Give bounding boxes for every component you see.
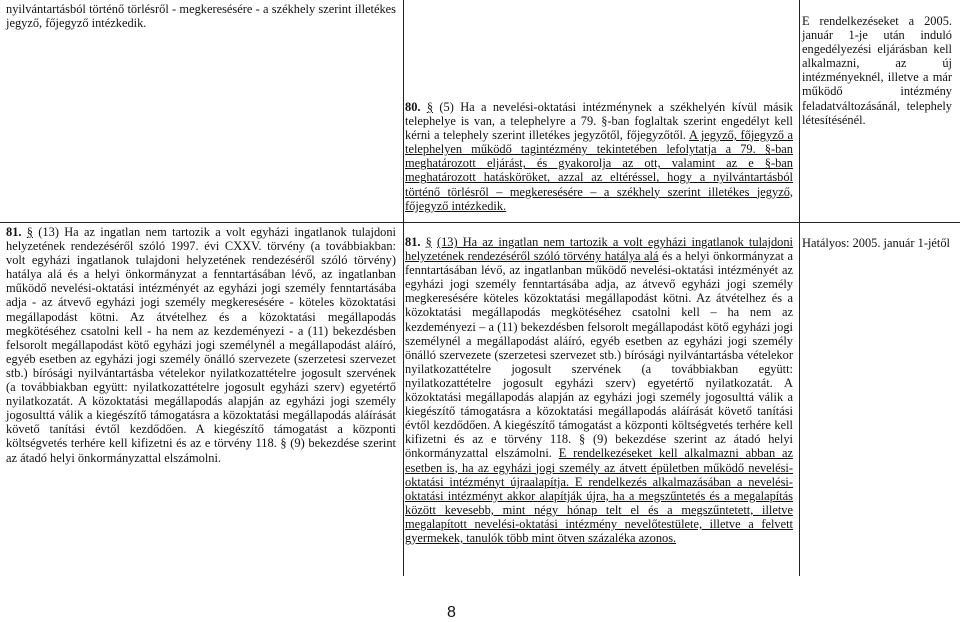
page-number: 8 [447, 604, 456, 621]
table-divider-left [403, 0, 404, 576]
table-divider-right [799, 0, 800, 576]
left-section-81 [6, 225, 396, 465]
middle-section-80 [405, 100, 793, 213]
section-sign-link[interactable]: § [26, 225, 33, 239]
section-number: 81. [405, 235, 421, 249]
left-top-cell [6, 2, 396, 30]
right-note-80 [802, 14, 952, 127]
section-number: 81. [6, 225, 22, 239]
left-section-81-paragraph [6, 225, 396, 465]
middle-section-81 [405, 235, 793, 545]
section-number: 80. [405, 100, 421, 114]
middle-section-81-text: és a helyi önkormányzat a fenntartásában lévő, az ingatlanban működő nevelési-oktatási intézményét az egyházi jogi személy fenntartásába adja, az átvevő egyházi jogi személy megkeresésére köteles közoktatási megállapodást kötni. Az átvételhez és a közoktatási megállapodás megkötéséhez csatolni kell – ha nem az kezdeményezi – a (11) bekezdésben felsorolt megállapodást kötő egyházi jogi személynél a megállapodást aláíró, egyéb esetben az egyházi jogi személy önálló szervezete (szerzetesi szervezet stb.) bírósági nyilvántartásba vételekor nyilatkozattételre jogosult szervének (a továbbiakban együtt: nyilatkozattételre jogosult egyházi szerv) egyetértő nyilatkozatát. A közoktatási megállapodás alapján az egyházi jogi személy jogosulttá válik a kiegészítő támogatásra a közoktatási megállapodás aláírását követő tanítási évtől kezdődően. A kiegészítő támogatást a központi költségvetés terhére kell kifizetni és az e törvény 118. § (9) bekezdése szerint az átadó helyi önkormányzattal elszámolni. [405, 249, 793, 461]
right-note-80-text: E rendelkezéseket a 2005. január 1-je után induló engedélyezési eljárásban kell alkalmazni, az új intézményeknél, illetve a már működő intézmény feladatváltozásánál, telephely létesítésénél. [802, 14, 952, 127]
right-note-81 [802, 236, 952, 250]
middle-section-80-paragraph [405, 100, 793, 213]
middle-section-81-amended-text: (13) Ha az ingatlan nem tartozik a volt egyházi ingatlanok tulajdoni helyzetének rendezéséről szóló törvény hatálya alá [405, 235, 793, 264]
right-note-81-text: Hatályos: 2005. január 1-jétől [802, 236, 950, 250]
section-sign-link[interactable]: § [426, 100, 434, 114]
middle-section-81-paragraph [405, 235, 793, 545]
middle-section-80-amended-text: A jegyző, főjegyző a telephelyen működő tagintézmény tekintetében lefolytatja a 79. §-ban meghatározott eljárást, és gyakorolja az ott, valamint az e §-ban meghatározott hatásköröket, azzal az eltéréssel, hogy a nyilvántartásból történő törlésről – megkeresésére – a székhely szerint illetékes jegyző, főjegyző intézkedik. [405, 128, 793, 213]
left-section-81-text: (13) Ha az ingatlan nem tartozik a volt egyházi ingatlanok tulajdoni helyzetének rendezéséről szóló 1997. évi CXXV. törvény (a továbbiakban: volt egyházi ingatlanok tulajdoni helyzetének rendezéséről szóló törvény) hatálya alá és a helyi önkormányzat a fenntartásában lévő, az ingatlanban működő nevelési-oktatási intézményét az egyházi jogi személy fenntartásába adja - az átvevő egyházi jogi személy megkeresésére - köteles közoktatási megállapodást kötni. Az átvételhez és a közoktatási megállapodás megkötéséhez csatolni kell - ha nem az kezdeményezi - a (11) bekezdésben felsorolt megállapodást kötő egyházi jogi személynél a megállapodást aláíró, egyéb esetben az egyházi jogi személy önálló szervezete (szerzetesi szervezet stb.) bírósági nyilvántartásba vételekor nyilatkozattételre jogosult szervének (a továbbiakban együtt: nyilatkozattételre jogosult egyházi szerv) egyetértő nyilatkozatát. A közoktatási megállapodás alapján az egyházi jogi személy jogosulttá válik a kiegészítő támogatásra a közoktatási megállapodás aláírását követő tanítási évtől kezdődően. A kiegészítő támogatást a központi költségvetés terhére kell kifizetni és az e törvény 118. § (9) bekezdése szerint az átadó helyi önkormányzattal elszámolni. [6, 225, 396, 465]
section-sign-link[interactable]: § [425, 235, 432, 249]
left-top-text: nyilvántartásból történő törlésről - megkeresésére - a székhely szerint illetékes jegyző, főjegyző intézkedik. [6, 2, 396, 31]
middle-section-80-text: (5) Ha a nevelési-oktatási intézménynek a székhelyén kívül másik telephelye is van, a telephelyre a 79. §-ban foglaltak szerint engedélyt kell kérni a telephely szerint illetékes jegyzőtől, főjegyzőtől. [405, 100, 793, 143]
middle-section-81-new-text: E rendelkezéseket kell alkalmazni abban az esetben is, ha az egyházi jogi személy az átvett épületben működő nevelési-oktatási intézményt újraalapítja. E rendelkezés alkalmazásában a nevelési-oktatási intézményt akkor alapítják újra, ha a megszűntetés és a megalapítás között kevesebb, mint négy hónap telt el és a megszűntetett, illetve megalapított nevelési-oktatási intézmény nevelőtestülete, illetve a felvett gyermekek, tanulók több mint ötven százaléka azonos. [405, 446, 793, 545]
table-row-divider [0, 222, 960, 223]
